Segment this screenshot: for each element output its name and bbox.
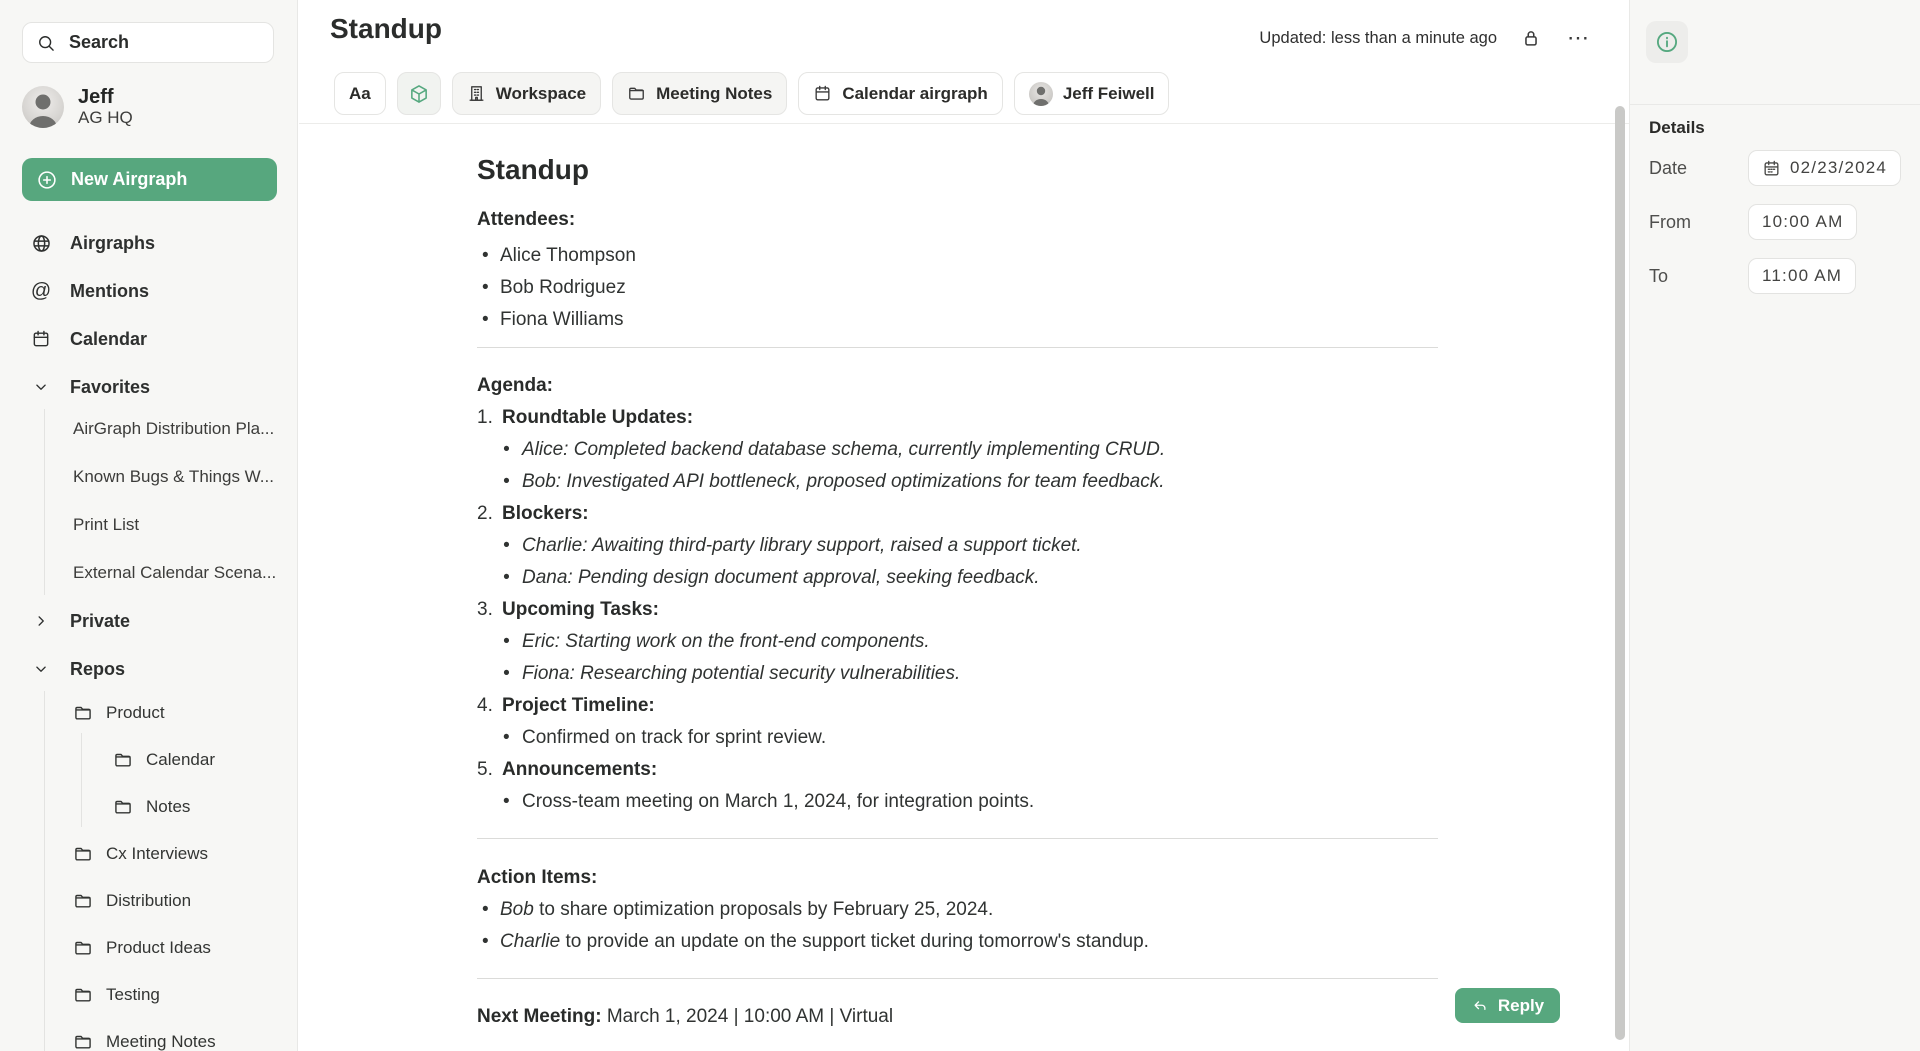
folder-icon [627, 84, 646, 103]
action-item: • Charlie to provide an update on the support ticket during tomorrow's standup. [477, 926, 1438, 958]
date-field[interactable]: 02/23/2024 [1748, 150, 1901, 186]
airgraph-type-chip[interactable] [397, 72, 441, 115]
folder-icon [113, 750, 133, 770]
document-title: Standup [477, 154, 589, 185]
more-button[interactable] [1565, 25, 1592, 50]
agenda-list [477, 402, 1438, 818]
action-item: • Bob to share optimization proposals by February 25, 2024. [477, 894, 1438, 926]
agenda-item: 2. Blockers: [477, 503, 589, 524]
folder-icon [73, 938, 93, 958]
sidebar-item-label: Airgraphs [70, 232, 156, 253]
breadcrumb-meeting-notes[interactable]: Meeting Notes [612, 72, 787, 115]
sidebar-item-calendar[interactable] [0, 315, 297, 363]
to-time-field[interactable]: 11:00 AM [1748, 258, 1856, 294]
building-icon [467, 84, 486, 103]
chevron-down-icon [30, 660, 52, 678]
agenda-item: 1. Roundtable Updates: [477, 407, 694, 428]
to-row [1630, 258, 1920, 294]
folder-icon [73, 985, 93, 1005]
divider [477, 978, 1438, 979]
profile-name: Jeff [78, 86, 114, 108]
main-content [299, 0, 1629, 1051]
folder-icon [73, 891, 93, 911]
content-scrollbar[interactable] [1615, 106, 1625, 1040]
user-profile[interactable] [22, 86, 133, 128]
repo-folder-distribution[interactable]: Distribution [0, 877, 297, 924]
reply-button[interactable]: Reply [1455, 988, 1560, 1023]
info-button[interactable] [1646, 21, 1688, 63]
agenda-sub-item: • Cross-team meeting on March 1, 2024, for integration points. [477, 786, 1438, 818]
date-row [1630, 150, 1920, 186]
header-actions [1259, 24, 1592, 52]
breadcrumb-workspace[interactable]: Workspace [452, 72, 601, 115]
agenda-sub-item: • Eric: Starting work on the front-end components. [477, 626, 1438, 658]
folder-icon [73, 844, 93, 864]
sidebar-item-mentions[interactable] [0, 267, 297, 315]
attendees-list [477, 240, 1438, 336]
lock-button[interactable] [1518, 24, 1544, 52]
agenda-sub-item: • Confirmed on track for sprint review. [477, 722, 1438, 754]
sidebar-section-favorites[interactable] [0, 363, 297, 411]
action-items-heading: Action Items: [477, 867, 598, 888]
next-meeting-line: Next Meeting: March 1, 2024 | 10:00 AM | Virtual [477, 1006, 894, 1027]
favorite-item[interactable]: AirGraph Distribution Pla... [73, 419, 275, 438]
date-label: Date [1649, 158, 1688, 178]
details-panel [1629, 0, 1920, 1051]
sidebar-section-label: Favorites [70, 376, 151, 397]
avatar [22, 86, 64, 128]
lock-icon [1520, 26, 1542, 50]
agenda-sub-item: • Dana: Pending design document approval, seeking feedback. [477, 562, 1438, 594]
folder-icon [73, 1032, 93, 1051]
folder-icon [113, 797, 133, 817]
agenda-sub-item: • Fiona: Researching potential security vulnerabilities. [477, 658, 1438, 690]
repo-folder-product[interactable]: Product [0, 689, 297, 736]
repo-folder-meeting-notes[interactable]: Meeting Notes [0, 1018, 297, 1051]
agenda-sub-item: • Bob: Investigated API bottleneck, proposed optimizations for team feedback. [477, 466, 1438, 498]
repo-folder-calendar[interactable]: Calendar [0, 736, 297, 783]
chevron-down-icon [30, 378, 52, 396]
page-title: Standup [330, 13, 442, 44]
breadcrumb-calendar-airgraph[interactable]: Calendar airgraph [798, 72, 1003, 115]
favorite-item[interactable]: Print List [73, 515, 140, 534]
search-icon [36, 33, 56, 53]
at-icon: @ [30, 280, 52, 302]
from-time-field[interactable]: 10:00 AM [1748, 204, 1857, 240]
new-airgraph-label: New Airgraph [71, 169, 188, 189]
agenda-item: 4. Project Timeline: [477, 695, 655, 716]
attendees-heading: Attendees: [477, 209, 576, 230]
cube-icon [408, 83, 430, 105]
new-airgraph-button[interactable] [22, 158, 277, 201]
sidebar-section-label: Repos [70, 658, 126, 679]
list-item: • Fiona Williams [477, 304, 1438, 336]
sidebar-section-label: Private [70, 610, 131, 631]
agenda-sub-item: • Charlie: Awaiting third-party library support, raised a support ticket. [477, 530, 1438, 562]
sidebar-tree [0, 597, 297, 693]
agenda-item: 5. Announcements: [477, 759, 658, 780]
breadcrumb [334, 72, 1169, 115]
agenda-sub-item: • Alice: Completed backend database schema, currently implementing CRUD. [477, 434, 1438, 466]
calendar-icon [30, 329, 52, 349]
search-label: Search [69, 32, 130, 52]
agenda-heading: Agenda: [477, 375, 553, 396]
repo-folder-cx-interviews[interactable]: Cx Interviews [0, 830, 297, 877]
sidebar-section-private[interactable] [0, 597, 297, 645]
favorite-item[interactable]: External Calendar Scena... [73, 563, 277, 582]
repo-folder-testing[interactable]: Testing [0, 971, 297, 1018]
repo-folder-product-ideas[interactable]: Product Ideas [0, 924, 297, 971]
action-items-list [477, 894, 1438, 958]
list-item: • Bob Rodriguez [477, 272, 1438, 304]
text-style-chip[interactable]: Aa [334, 72, 386, 115]
repo-folder-notes[interactable]: Notes [0, 783, 297, 830]
sidebar-item-label: Mentions [70, 280, 149, 301]
document-body[interactable] [477, 124, 1438, 1033]
profile-org: AG HQ [78, 108, 133, 127]
search-input[interactable] [22, 22, 274, 63]
divider [477, 347, 1438, 348]
details-panel-toolbar [1630, 0, 1920, 105]
chevron-right-icon [30, 612, 52, 630]
details-title: Details [1649, 118, 1705, 137]
folder-icon [73, 703, 93, 723]
more-icon: ⋯ [1567, 25, 1590, 50]
calendar-icon [1762, 159, 1781, 178]
sidebar [0, 0, 298, 1051]
document-header [299, 0, 1629, 124]
sidebar-item-label: Calendar [70, 328, 148, 349]
repos-list [0, 689, 297, 1051]
updated-timestamp: Updated: less than a minute ago [1259, 28, 1497, 47]
breadcrumb-owner[interactable]: Jeff Feiwell [1014, 72, 1170, 115]
info-icon [1654, 29, 1680, 55]
globe-icon [30, 233, 52, 254]
agenda-item: 3. Upcoming Tasks: [477, 599, 659, 620]
divider [477, 838, 1438, 839]
calendar-icon [813, 84, 832, 103]
to-label: To [1649, 266, 1669, 286]
reply-arrow-icon [1471, 997, 1489, 1015]
plus-circle-icon [36, 169, 58, 191]
sidebar-nav [0, 219, 297, 411]
sidebar-section-repos[interactable] [0, 645, 297, 693]
sidebar-item-airgraphs[interactable] [0, 219, 297, 267]
from-label: From [1649, 212, 1691, 232]
favorites-list [0, 405, 297, 597]
list-item: • Alice Thompson [477, 240, 1438, 272]
from-row [1630, 204, 1920, 240]
avatar [1029, 82, 1053, 106]
favorite-item[interactable]: Known Bugs & Things W... [73, 467, 274, 486]
